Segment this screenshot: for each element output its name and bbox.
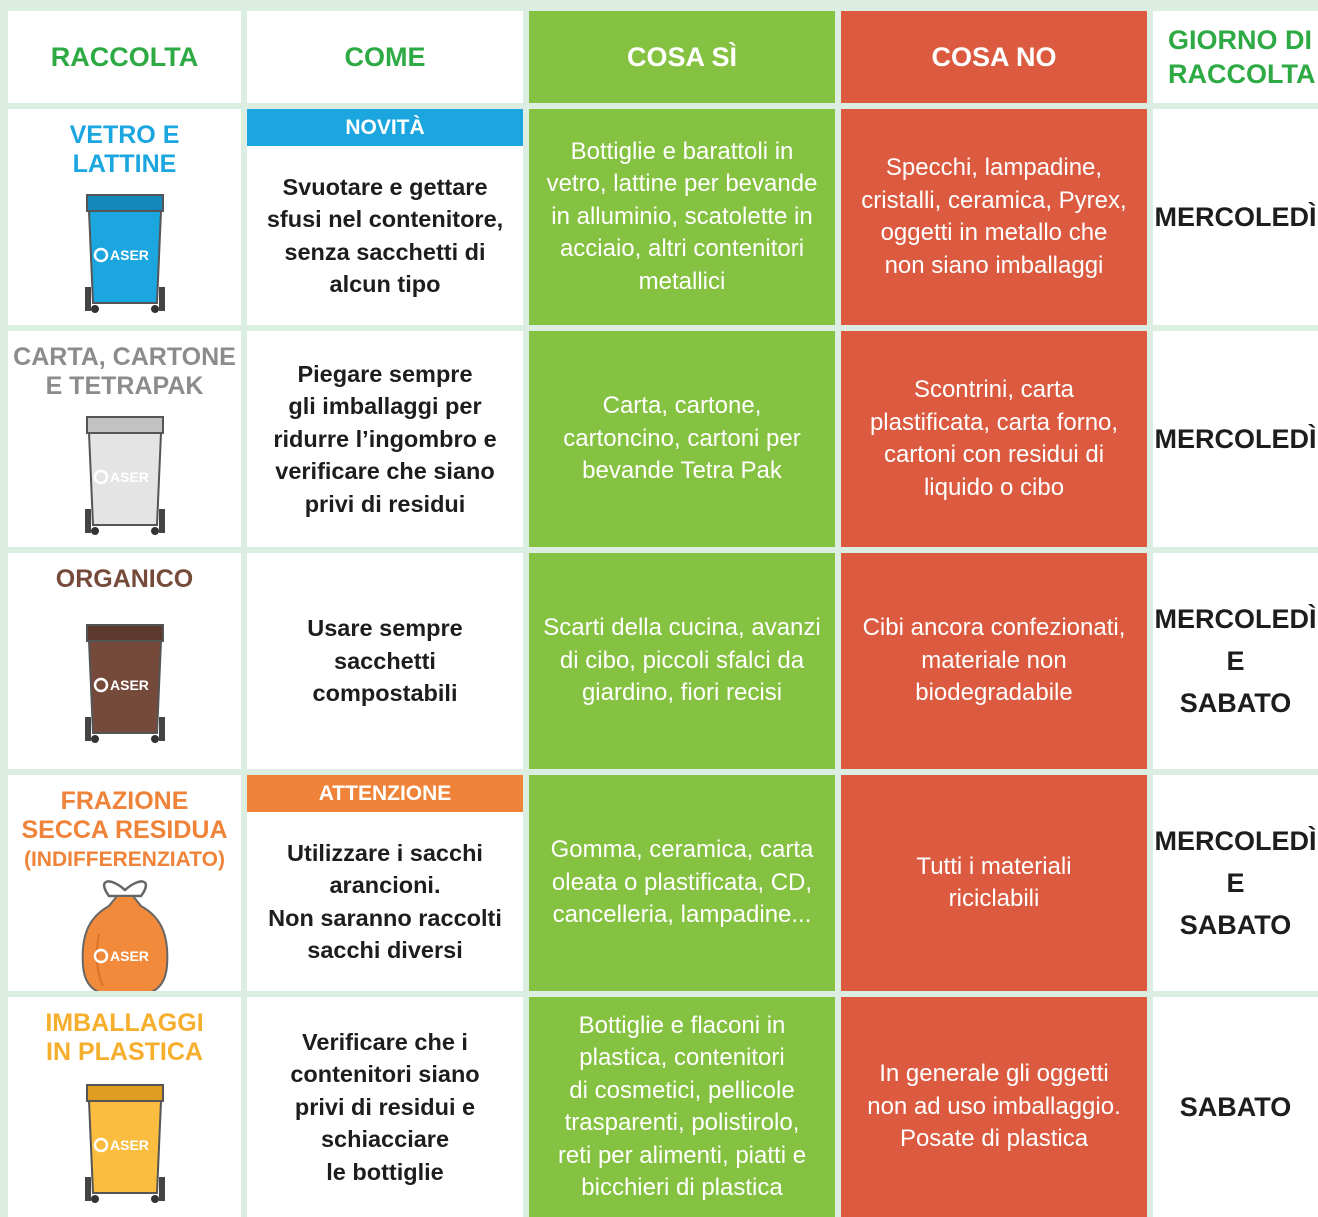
cosa-si-line: oleata o plastificata, CD, [551,868,813,896]
collection-type-cell [8,109,241,325]
cosa-si-line: in alluminio, scatolette in [551,202,813,230]
collection-day-lines [1153,196,1318,238]
cosa-no-cell [841,109,1147,325]
header-raccolta-text: RACCOLTA [50,42,199,72]
collection-type-line: LATTINE [72,150,177,178]
collection-day-cell [1153,331,1318,547]
cosa-si-line: Bottiglie e flaconi in [578,1011,786,1039]
collection-type-cell [8,553,241,769]
how-to-line: schiacciare [320,1126,450,1153]
bin-illustration [8,594,241,769]
collection-day-line: MERCOLEDÌ [1154,202,1317,232]
waste-bin-icon [79,187,171,317]
cosa-no-lines [870,374,1118,504]
collection-type-cell [8,997,241,1217]
cosa-si-cell [529,553,835,769]
cosa-no-line: Posate di plastica [899,1125,1089,1153]
collection-type-line: VETRO E [69,121,180,149]
how-to-cell [247,331,523,547]
cosa-no-lines [861,152,1126,282]
attenzione-banner: ATTENZIONE [247,775,523,812]
cosa-si-lines [547,136,818,299]
cosa-si-cell [529,331,835,547]
how-to-line: compostabili [312,680,458,707]
how-to-lines [290,1026,479,1189]
novita-banner: NOVITÀ [247,109,523,146]
collection-type-label [13,343,236,401]
how-to-line: Svuotare e gettare [282,173,488,200]
cosa-no-line: Cibi ancora confezionati, [862,614,1126,642]
collection-day-line: MERCOLEDÌ [1154,604,1317,634]
cosa-si-lines [551,834,814,932]
waste-bin-icon [79,409,171,539]
how-to-text [247,997,523,1217]
how-to-cell [247,997,523,1217]
cosa-no-line: cartoni con residui di [883,441,1105,468]
cosa-no-line: In generale gli oggetti [879,1060,1109,1088]
how-to-text [247,146,523,325]
cosa-si-lines [563,390,800,488]
collection-type-line: SECCA RESIDUA [21,816,228,844]
cosa-no-cell [841,997,1147,1217]
cosa-si-line: Bottiglie e barattoli in [570,137,794,165]
how-to-line: sacchetti [334,647,436,674]
cosa-si-line: di cibo, piccoli sfalci da [559,646,805,674]
collection-type-cell [8,775,241,991]
collection-day-line: E [1226,868,1245,898]
header-cosa-si-text: COSA SÌ [626,42,738,72]
collection-type-label [56,565,194,594]
cosa-si-line: giardino, fiori recisi [581,679,783,707]
how-to-line: sacchi diversi [307,937,463,963]
collection-day-lines [1153,418,1318,460]
how-to-line: Usare sempre [307,615,463,642]
aser-logo-text: ASER [109,676,149,693]
cosa-no-cell [841,553,1147,769]
cosa-si-cell [529,775,835,991]
header-come [247,11,523,103]
cosa-no-cell [841,775,1147,991]
collection-type-line: (INDIFFERENZIATO) [23,848,226,871]
cosa-si-line: Scarti della cucina, avanzi [543,614,821,642]
how-to-line: le bottiglie [326,1158,444,1185]
cosa-si-line: bicchieri di plastica [581,1174,783,1201]
header-raccolta [8,11,241,103]
how-to-line: gli imballaggi per [288,393,482,420]
collection-type-line: FRAZIONE [60,787,189,815]
collection-type-line: CARTA, CARTONE [13,343,236,371]
header-giorno-line-1: GIORNO DI [1168,25,1313,55]
how-to-line: sfusi nel contenitore, [266,206,504,232]
collection-type-label [21,787,227,874]
how-to-text [247,812,523,991]
garbage-bag-icon [79,874,171,991]
bin-illustration [8,401,241,547]
cosa-si-line: bevande Tetra Pak [582,457,782,485]
cosa-no-line: non siano imballaggi [884,251,1104,279]
collection-type-line: IN PLASTICA [46,1038,203,1066]
cosa-no-cell [841,331,1147,547]
how-to-lines [307,612,462,710]
how-to-text [247,553,523,769]
waste-bin-icon [79,1077,171,1207]
collection-day-lines [1153,598,1318,724]
collection-type-cell [8,331,241,547]
bin-illustration [8,874,241,991]
cosa-si-line: cartoncino, cartoni per [563,424,801,452]
cosa-si-lines [558,1010,806,1205]
how-to-line: contenitori siano [290,1061,480,1088]
aser-logo-text: ASER [109,948,149,964]
collection-type-label [70,121,180,179]
cosa-no-lines [863,612,1126,710]
cosa-no-line: plastificata, carta forno, [869,408,1119,436]
how-to-line: alcun tipo [329,271,441,297]
how-to-line: senza sacchetti di [284,238,486,265]
how-to-line: Piegare sempre [297,360,473,387]
bin-illustration [8,1067,241,1217]
how-to-cell [247,109,523,325]
cosa-si-cell [529,109,835,325]
waste-bin-icon [79,617,171,747]
cosa-no-line: materiale non [921,646,1067,674]
cosa-si-line: Carta, cartone, [602,392,762,420]
cosa-no-lines [867,1058,1121,1156]
collection-type-line: IMBALLAGGI [45,1009,204,1037]
how-to-line: Non saranno raccolti [268,904,502,931]
cosa-no-line: riciclabili [948,885,1040,912]
collection-day-line: MERCOLEDÌ [1154,424,1317,454]
collection-day-line: MERCOLEDÌ [1154,826,1317,856]
collection-day-cell [1153,109,1318,325]
collection-type-line: ORGANICO [55,565,194,593]
how-to-line: ridurre l’ingombro e [273,425,497,452]
cosa-si-line: cancelleria, lampadine... [552,901,812,929]
how-to-lines [268,837,502,967]
header-giorno-di-raccolta [1153,11,1318,103]
cosa-si-line: plastica, contenitori [579,1044,785,1071]
cosa-si-line: vetro, lattine per bevande [546,170,818,198]
cosa-no-line: Tutti i materiali [916,852,1072,880]
cosa-si-line: di cosmetici, pellicole [569,1076,795,1104]
collection-day-cell [1153,553,1318,769]
collection-day-line: SABATO [1179,1092,1292,1122]
header-come-text: COME [344,42,426,72]
how-to-line: Verificare che i [302,1028,468,1055]
collection-day-line: SABATO [1179,910,1292,940]
header-cosa-no-text: COSA NO [931,42,1057,72]
how-to-line: privi di residui e [294,1093,476,1120]
cosa-si-line: trasparenti, polistirolo, [564,1109,800,1136]
collection-day-lines [1153,1086,1318,1128]
collection-type-label [45,1009,203,1067]
aser-logo-text: ASER [109,247,149,263]
cosa-no-lines [916,851,1071,916]
collection-type-line: E TETRAPAK [45,372,204,400]
cosa-si-line: metallici [638,267,726,295]
how-to-line: privi di residui [304,490,466,517]
cosa-si-line: Gomma, ceramica, carta [550,836,814,864]
cosa-no-line: non ad uso imballaggio. [867,1092,1121,1120]
cosa-si-line: reti per alimenti, piatti e [557,1141,807,1169]
cosa-no-line: oggetti in metallo che [880,219,1108,246]
aser-logo-text: ASER [109,469,149,485]
collection-day-line: SABATO [1179,688,1292,718]
how-to-lines [267,171,503,301]
cosa-si-lines [543,612,820,710]
how-to-line: arancioni. [329,872,441,898]
cosa-si-cell [529,997,835,1217]
how-to-cell [247,553,523,769]
cosa-no-line: Scontrini, carta [913,376,1075,403]
how-to-line: Utilizzare i sacchi [287,839,483,866]
cosa-no-line: cristalli, ceramica, Pyrex, [861,186,1127,214]
collection-day-cell [1153,775,1318,991]
cosa-no-line: Specchi, lampadine, [885,154,1103,181]
header-cosa-si [529,11,835,103]
cosa-no-line: liquido o cibo [923,473,1065,501]
cosa-si-line: acciaio, altri contenitori [559,235,805,263]
header-giorno-line-2: RACCOLTA [1168,59,1316,89]
collection-day-cell [1153,997,1318,1217]
how-to-cell [247,775,523,991]
collection-day-line: E [1226,646,1245,676]
how-to-line: verificare che siano [275,458,495,485]
aser-logo-text: ASER [109,1137,149,1153]
how-to-lines [273,358,496,521]
how-to-text [247,331,523,547]
collection-day-lines [1153,820,1318,946]
header-cosa-no [841,11,1147,103]
bin-illustration [8,179,241,325]
cosa-no-line: biodegradabile [915,679,1073,707]
